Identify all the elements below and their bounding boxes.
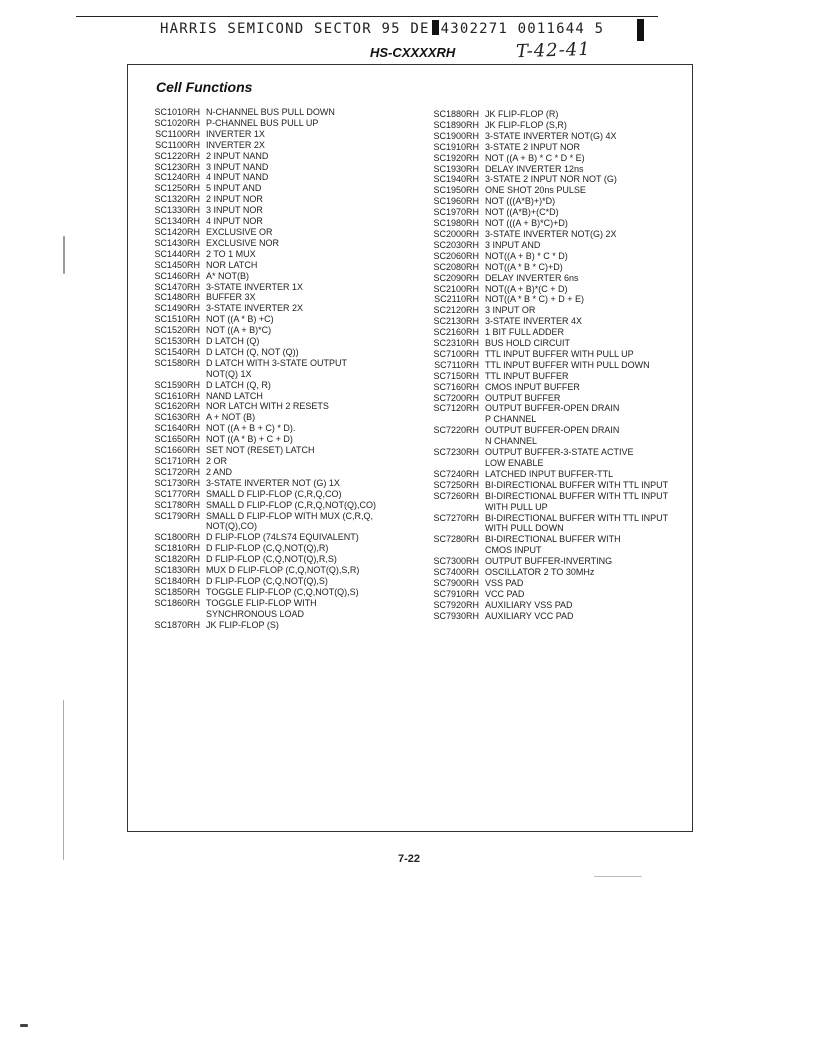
- cell-code: SC1340RH: [154, 216, 200, 227]
- cell-row: [430, 491, 692, 513]
- cell-description: NOT (((A*B)+)*D): [485, 196, 556, 207]
- cell-code: SC1610RH: [154, 390, 200, 401]
- scan-mark: [63, 700, 64, 860]
- cell-description: 1 BIT FULL ADDER: [485, 327, 565, 338]
- cell-description: OUTPUT BUFFER-OPEN DRAIN P CHANNEL: [485, 403, 620, 425]
- cell-row: [430, 327, 692, 338]
- cell-description: NOR LATCH WITH 2 RESETS: [206, 401, 329, 412]
- cell-row: [150, 511, 418, 533]
- cell-row: [150, 467, 418, 478]
- cell-row: [430, 578, 692, 589]
- cell-row: [150, 587, 418, 598]
- cell-description: 3-STATE 2 INPUT NOR NOT (G): [485, 174, 617, 185]
- header-rule: [76, 16, 658, 17]
- cell-description: N-CHANNEL BUS PULL DOWN: [206, 107, 335, 117]
- cell-row: [430, 469, 692, 480]
- cell-code: SC1630RH: [154, 412, 200, 423]
- cell-row: [150, 576, 418, 587]
- block-mark-large: [637, 19, 644, 41]
- cell-description: D LATCH WITH 3-STATE OUTPUT NOT(Q) 1X: [206, 357, 347, 379]
- cell-row: [150, 303, 418, 314]
- cell-code: SC1100RH: [155, 139, 200, 150]
- cell-code: SC2000RH: [433, 228, 479, 239]
- cell-code: SC7300RH: [433, 556, 479, 567]
- cell-code: SC1660RH: [154, 445, 200, 456]
- cell-description: A + NOT (B): [206, 412, 256, 423]
- cell-row: [430, 207, 692, 218]
- cell-code: SC1640RH: [154, 423, 200, 434]
- cell-code: SC7150RH: [433, 370, 479, 381]
- cell-description: ONE SHOT 20ns PULSE: [485, 185, 586, 196]
- cell-code: SC1220RH: [154, 150, 200, 161]
- cell-list-left: [150, 107, 418, 631]
- cell-description: BI-DIRECTIONAL BUFFER WITH TTL INPUT WITH PULL UP: [485, 490, 669, 512]
- cell-description: 3 INPUT NAND: [206, 161, 269, 172]
- cell-code: SC1770RH: [154, 488, 200, 499]
- cell-row: [150, 260, 418, 271]
- cell-code: SC1580RH: [154, 357, 200, 368]
- cell-code: SC1820RH: [154, 554, 200, 565]
- cell-row: [430, 556, 692, 567]
- cell-row: [150, 358, 418, 380]
- cell-code: SC1880RH: [433, 109, 479, 119]
- cell-description: TTL INPUT BUFFER WITH PULL DOWN: [485, 359, 650, 370]
- cell-code: SC7900RH: [433, 577, 479, 588]
- cell-row: [430, 600, 692, 611]
- cell-row: [150, 140, 418, 151]
- cell-code: SC1430RH: [154, 237, 200, 248]
- cell-code: SC1020RH: [154, 117, 200, 128]
- cell-row: [150, 445, 418, 456]
- cell-description: NOR LATCH: [206, 259, 258, 270]
- cell-row: [430, 294, 692, 305]
- cell-code: SC1320RH: [154, 194, 200, 205]
- cell-row: [430, 447, 692, 469]
- cell-description: BI-DIRECTIONAL BUFFER WITH CMOS INPUT: [485, 534, 621, 556]
- cell-description: OUTPUT BUFFER: [485, 392, 561, 403]
- cell-row: [150, 282, 418, 293]
- cell-description: D FLIP-FLOP (74LS74 EQUIVALENT): [206, 532, 359, 543]
- cell-description: D FLIP-FLOP (C,Q,NOT(Q),R): [206, 543, 329, 554]
- cell-row: [430, 218, 692, 229]
- cell-description: TTL INPUT BUFFER: [485, 370, 569, 381]
- cell-description: EXCLUSIVE OR: [206, 226, 273, 237]
- cell-row: [150, 543, 418, 554]
- cell-code: SC1910RH: [433, 141, 479, 152]
- cell-row: [150, 423, 418, 434]
- cell-row: [150, 401, 418, 412]
- header-code-text: 4302271 0011644 5: [440, 21, 605, 37]
- cell-code: SC1480RH: [154, 292, 200, 303]
- cell-description: 3-STATE INVERTER 4X: [485, 316, 583, 327]
- cell-code: SC1420RH: [154, 226, 200, 237]
- cell-code: SC1930RH: [433, 163, 479, 174]
- cell-row: [430, 305, 692, 316]
- cell-row: [150, 489, 418, 500]
- cell-code: SC7930RH: [433, 610, 479, 621]
- cell-description: DELAY INVERTER 6ns: [485, 272, 579, 283]
- cell-code: SC1900RH: [433, 130, 479, 141]
- cell-description: SET NOT (RESET) LATCH: [206, 445, 315, 456]
- cell-row: [150, 314, 418, 325]
- cell-code: SC7270RH: [433, 512, 479, 523]
- header-line: [160, 20, 604, 37]
- cell-description: 3-STATE 2 INPUT NOR: [485, 141, 581, 152]
- cell-row: [430, 251, 692, 262]
- cell-row: [150, 227, 418, 238]
- cell-code: SC2130RH: [433, 316, 479, 327]
- cell-description: INVERTER 2X: [206, 139, 265, 150]
- cell-row: [430, 382, 692, 393]
- cell-code: SC1330RH: [154, 205, 200, 216]
- cell-row: [430, 185, 692, 196]
- cell-code: SC2120RH: [433, 305, 479, 316]
- cell-code: SC7910RH: [433, 588, 479, 599]
- cell-description: D FLIP-FLOP (C,Q,NOT(Q),S): [206, 575, 328, 586]
- cell-description: NOT((A * B * C)+D): [485, 261, 563, 272]
- cell-code: SC1100RH: [155, 128, 200, 139]
- cell-row: [150, 271, 418, 282]
- scan-mark: [594, 876, 642, 877]
- cell-description: VSS PAD: [485, 577, 524, 588]
- cell-code: SC1780RH: [154, 499, 200, 510]
- cell-code: SC1890RH: [433, 119, 479, 130]
- cell-code: SC2110RH: [434, 294, 479, 305]
- cell-code: SC1960RH: [433, 196, 479, 207]
- cell-code: SC2100RH: [433, 283, 479, 294]
- cell-code: SC1250RH: [154, 183, 200, 194]
- handwritten-note: T-42-41: [515, 38, 592, 63]
- cell-description: 3-STATE INVERTER 1X: [206, 281, 304, 292]
- cell-description: NAND LATCH: [206, 390, 263, 401]
- cell-row: [430, 196, 692, 207]
- cell-description: MUX D FLIP-FLOP (C,Q,NOT(Q),S,R): [206, 565, 360, 576]
- cell-description: TTL INPUT BUFFER WITH PULL UP: [485, 348, 634, 359]
- cell-row: [430, 371, 692, 382]
- cell-row: [150, 532, 418, 543]
- cell-description: SMALL D FLIP-FLOP (C,R,Q,NOT(Q),CO): [206, 499, 377, 510]
- cell-description: NOT ((A*B)+(C*D): [485, 207, 559, 218]
- cell-description: NOT ((A * B) + C + D): [206, 434, 293, 445]
- cell-row: [430, 611, 692, 622]
- cell-description: 2 INPUT NOR: [206, 194, 263, 205]
- cell-row: [150, 347, 418, 358]
- cell-row: [150, 238, 418, 249]
- cell-code: SC1520RH: [154, 325, 200, 336]
- cell-description: D LATCH (Q, NOT (Q)): [206, 346, 299, 357]
- cell-description: TOGGLE FLIP-FLOP WITH SYNCHRONOUS LOAD: [206, 597, 317, 619]
- cell-description: NOT((A + B) * C * D): [485, 250, 568, 261]
- cell-description: 3-STATE INVERTER NOT(G) 2X: [485, 228, 617, 239]
- cell-description: 3-STATE INVERTER NOT(G) 4X: [485, 130, 617, 141]
- cell-description: NOT (((A + B)*C)+D): [485, 218, 568, 229]
- cell-list-right: [430, 109, 692, 622]
- cell-description: NOT ((A + B)*C): [206, 325, 272, 336]
- cell-code: SC1590RH: [154, 379, 200, 390]
- cell-row: [150, 620, 418, 631]
- cell-code: SC1720RH: [154, 466, 200, 477]
- cell-code: SC1650RH: [154, 434, 200, 445]
- cell-code: SC1440RH: [154, 248, 200, 259]
- cell-row: [430, 273, 692, 284]
- cell-description: 2 OR: [206, 456, 228, 466]
- cell-description: 2 TO 1 MUX: [206, 248, 256, 259]
- cell-row: [430, 164, 692, 175]
- cell-row: [150, 325, 418, 336]
- cell-code: SC1710RH: [154, 456, 200, 466]
- cell-code: SC7240RH: [433, 468, 479, 479]
- cell-code: SC7280RH: [433, 534, 479, 545]
- cell-row: [430, 240, 692, 251]
- cell-code: SC1730RH: [154, 477, 200, 488]
- cell-code: SC1450RH: [154, 259, 200, 270]
- cell-row: [430, 153, 692, 164]
- cell-row: [150, 292, 418, 303]
- cell-code: SC1840RH: [154, 575, 200, 586]
- cell-row: [430, 425, 692, 447]
- cell-code: SC7160RH: [433, 381, 479, 392]
- cell-code: SC1860RH: [154, 597, 200, 608]
- cell-description: BUFFER 3X: [206, 292, 256, 303]
- cell-row: [150, 500, 418, 511]
- cell-description: 3 INPUT AND: [485, 239, 541, 250]
- cell-code: SC1970RH: [433, 207, 479, 218]
- cell-description: 3-STATE INVERTER 2X: [206, 303, 304, 314]
- cell-code: SC1920RH: [433, 152, 479, 163]
- cell-code: SC7110RH: [434, 359, 479, 370]
- scan-mark: [20, 1024, 28, 1027]
- cell-code: SC1230RH: [154, 161, 200, 172]
- cell-description: TOGGLE FLIP-FLOP (C,Q,NOT(Q),S): [206, 586, 359, 597]
- cell-description: EXCLUSIVE NOR: [206, 237, 280, 248]
- cell-description: SMALL D FLIP-FLOP (C,R,Q,CO): [206, 488, 342, 499]
- cell-row: [150, 162, 418, 173]
- cell-description: BUS HOLD CIRCUIT: [485, 338, 571, 349]
- cell-row: [150, 554, 418, 565]
- cell-row: [430, 174, 692, 185]
- cell-code: SC1870RH: [154, 619, 200, 630]
- cell-description: 3-STATE INVERTER NOT (G) 1X: [206, 477, 340, 488]
- cell-description: SMALL D FLIP-FLOP WITH MUX (C,R,Q, NOT(Q),CO): [206, 510, 374, 532]
- cell-code: SC1470RH: [154, 281, 200, 292]
- cell-code: SC1540RH: [154, 346, 200, 357]
- cell-description: AUXILIARY VSS PAD: [485, 599, 573, 610]
- cell-description: NOT ((A + B + C) * D).: [206, 423, 296, 434]
- cell-description: 4 INPUT NAND: [206, 172, 269, 183]
- cell-description: A* NOT(B): [206, 270, 250, 281]
- cell-code: SC1850RH: [154, 586, 200, 597]
- cell-code: SC1950RH: [433, 185, 479, 196]
- cell-row: [150, 249, 418, 260]
- cell-description: INVERTER 1X: [206, 128, 265, 139]
- cell-description: OSCILLATOR 2 TO 30MHz: [485, 567, 595, 578]
- cell-row: [430, 262, 692, 273]
- cell-row: [430, 589, 692, 600]
- cell-row: [150, 434, 418, 445]
- cell-code: SC7260RH: [433, 490, 479, 501]
- cell-row: [150, 183, 418, 194]
- cell-code: SC1460RH: [154, 270, 200, 281]
- cell-code: SC1940RH: [433, 174, 479, 185]
- cell-description: JK FLIP-FLOP (S,R): [485, 119, 567, 130]
- cell-row: [430, 534, 692, 556]
- cell-row: [150, 151, 418, 162]
- cell-row: [430, 120, 692, 131]
- cell-row: [150, 129, 418, 140]
- cell-description: D LATCH (Q, R): [206, 379, 271, 390]
- cell-row: [430, 567, 692, 578]
- cell-code: SC2310RH: [433, 338, 479, 349]
- cell-code: SC7400RH: [433, 567, 479, 578]
- cell-row: [150, 205, 418, 216]
- cell-row: [430, 109, 692, 120]
- cell-code: SC1830RH: [154, 565, 200, 576]
- cell-code: SC1620RH: [154, 401, 200, 412]
- cell-row: [150, 478, 418, 489]
- cell-code: SC1510RH: [154, 314, 200, 325]
- cell-code: SC7100RH: [433, 348, 479, 359]
- cell-row: [150, 565, 418, 576]
- section-title: Cell Functions: [156, 79, 253, 95]
- cell-description: JK FLIP-FLOP (R): [485, 109, 559, 119]
- cell-code: SC1240RH: [154, 172, 200, 183]
- cell-code: SC1810RH: [154, 543, 200, 554]
- cell-description: OUTPUT BUFFER-INVERTING: [485, 556, 613, 567]
- cell-row: [430, 229, 692, 240]
- cell-description: BI-DIRECTIONAL BUFFER WITH TTL INPUT: [485, 479, 669, 490]
- cell-code: SC2030RH: [433, 239, 479, 250]
- cell-code: SC2160RH: [433, 327, 479, 338]
- cell-row: [430, 360, 692, 371]
- cell-row: [430, 480, 692, 491]
- cell-description: CMOS INPUT BUFFER: [485, 381, 580, 392]
- cell-description: AUXILIARY VCC PAD: [485, 610, 574, 621]
- cell-description: JK FLIP-FLOP (S): [206, 619, 279, 630]
- cell-code: SC1790RH: [154, 510, 200, 521]
- cell-row: [430, 316, 692, 327]
- part-number: HS-CXXXXRH: [370, 45, 456, 60]
- cell-description: 4 INPUT NOR: [206, 216, 263, 227]
- cell-row: [430, 513, 692, 535]
- cell-description: NOT ((A * B) +C): [206, 314, 274, 325]
- cell-description: 2 AND: [206, 466, 233, 477]
- cell-code: SC7920RH: [433, 599, 479, 610]
- cell-row: [150, 456, 418, 467]
- cell-description: D FLIP-FLOP (C,Q,NOT(Q),R,S): [206, 554, 337, 565]
- cell-description: NOT ((A + B) * C * D * E): [485, 152, 585, 163]
- cell-description: 3 INPUT OR: [485, 305, 536, 316]
- cell-code: SC7230RH: [433, 447, 479, 458]
- cell-row: [430, 393, 692, 404]
- cell-description: LATCHED INPUT BUFFER-TTL: [485, 468, 614, 479]
- cell-code: SC1800RH: [154, 532, 200, 543]
- cell-code: SC7220RH: [433, 425, 479, 436]
- cell-row: [430, 403, 692, 425]
- header-company-text: HARRIS SEMICOND SECTOR 95 DE: [160, 21, 430, 37]
- cell-description: 5 INPUT AND: [206, 183, 262, 194]
- scan-mark: [63, 236, 65, 274]
- cell-row: [430, 349, 692, 360]
- cell-description: VCC PAD: [485, 588, 525, 599]
- cell-description: NOT((A + B)*(C + D): [485, 283, 568, 294]
- cell-code: SC7120RH: [433, 403, 479, 414]
- cell-code: SC7200RH: [433, 392, 479, 403]
- cell-description: 3 INPUT NOR: [206, 205, 263, 216]
- block-mark: [432, 20, 439, 35]
- cell-row: [150, 194, 418, 205]
- cell-description: 2 INPUT NAND: [206, 150, 269, 161]
- cell-code: SC1490RH: [154, 303, 200, 314]
- cell-row: [430, 284, 692, 295]
- cell-code: SC1530RH: [154, 336, 200, 347]
- cell-row: [430, 338, 692, 349]
- cell-row: [430, 142, 692, 153]
- cell-description: DELAY INVERTER 12ns: [485, 163, 584, 174]
- cell-row: [150, 336, 418, 347]
- cell-description: P-CHANNEL BUS PULL UP: [206, 117, 319, 128]
- cell-code: SC1010RH: [154, 107, 200, 117]
- page-number: 7-22: [398, 853, 421, 865]
- cell-row: [150, 412, 418, 423]
- cell-row: [150, 107, 418, 118]
- cell-description: BI-DIRECTIONAL BUFFER WITH TTL INPUT WITH PULL DOWN: [485, 512, 669, 534]
- cell-row: [150, 380, 418, 391]
- cell-row: [150, 391, 418, 402]
- cell-row: [430, 131, 692, 142]
- cell-row: [150, 118, 418, 129]
- cell-code: SC2060RH: [433, 250, 479, 261]
- cell-code: SC2080RH: [433, 261, 479, 272]
- cell-row: [150, 172, 418, 183]
- cell-code: SC2090RH: [433, 272, 479, 283]
- cell-description: NOT((A * B * C) + D + E): [485, 294, 585, 305]
- cell-description: OUTPUT BUFFER-OPEN DRAIN N CHANNEL: [485, 425, 620, 447]
- cell-code: SC7250RH: [433, 479, 479, 490]
- cell-description: OUTPUT BUFFER-3-STATE ACTIVE LOW ENABLE: [485, 447, 634, 468]
- cell-row: [150, 598, 418, 620]
- cell-description: D LATCH (Q): [206, 336, 260, 347]
- cell-code: SC1980RH: [433, 218, 479, 229]
- cell-row: [150, 216, 418, 227]
